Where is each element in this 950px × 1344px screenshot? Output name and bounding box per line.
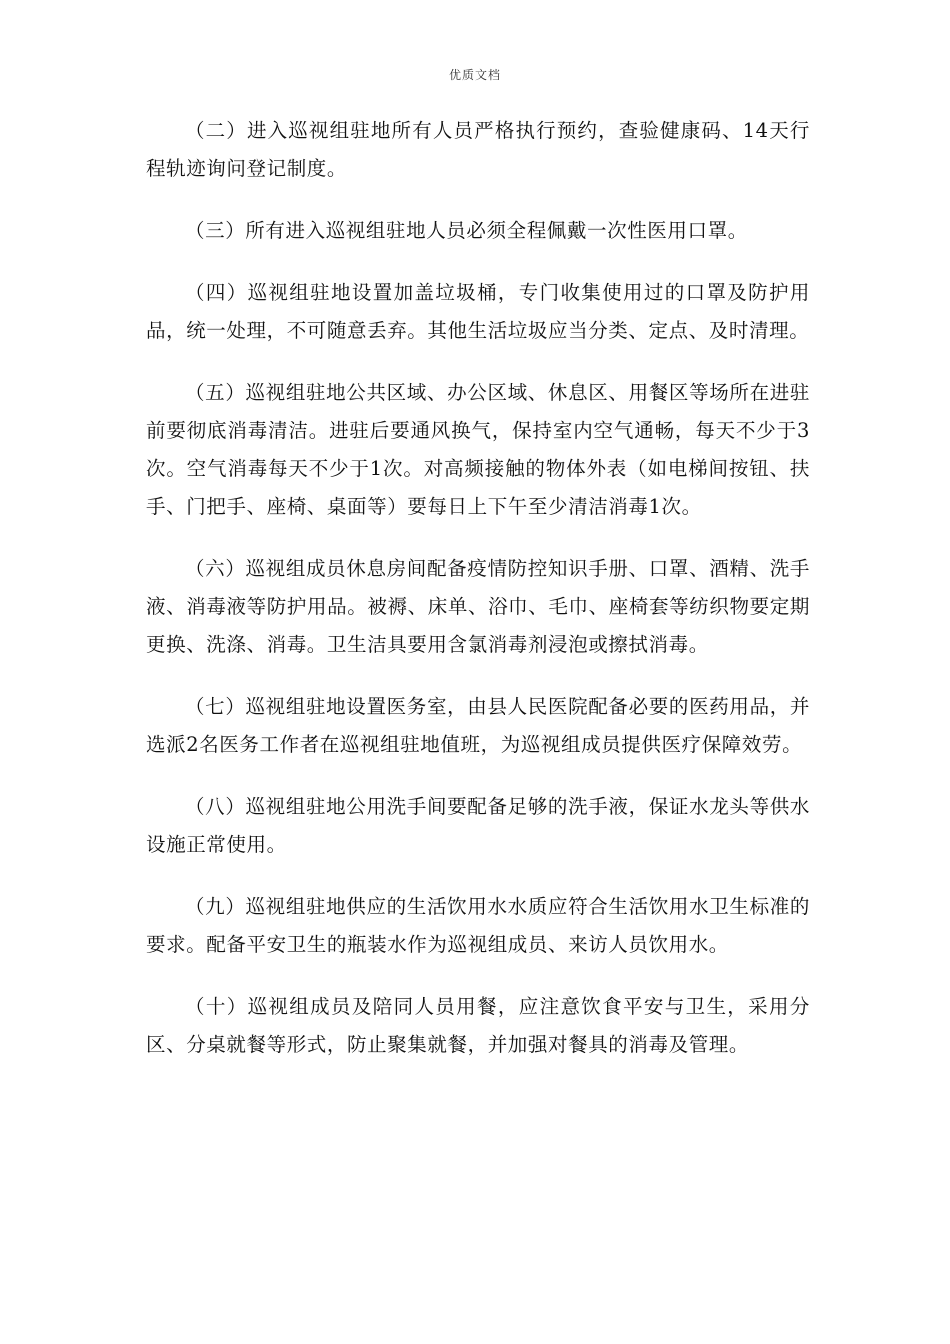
paragraph-5: （五）巡视组驻地公共区域、办公区域、休息区、用餐区等场所在进驻前要彻底消毒清洁。进驻后要通风换气，保持室内空气通畅，每天不少于3次。空气消毒每天不少于1次。对高频接触的物体外表（如电梯间按钮、扶手、门把手、座椅、桌面等）要每日上下午至少清洁消毒1次。 bbox=[146, 381, 810, 518]
paragraph-10: （十）巡视组成员及陪同人员用餐，应注意饮食平安与卫生，采用分区、分桌就餐等形式，防止聚集就餐，并加强对餐具的消毒及管理。 bbox=[146, 995, 810, 1056]
paragraph-2: （二）进入巡视组驻地所有人员严格执行预约，查验健康码、14天行程轨迹询问登记制度。 bbox=[146, 119, 810, 180]
paragraph-4: （四）巡视组驻地设置加盖垃圾桶，专门收集使用过的口罩及防护用品，统一处理，不可随意丢弃。其他生活垃圾应当分类、定点、及时清理。 bbox=[146, 281, 810, 342]
page-header: 优质文档 bbox=[448, 68, 501, 82]
paragraph-9: （九）巡视组驻地供应的生活饮用水水质应符合生活饮用水卫生标准的要求。配备平安卫生的瓶装水作为巡视组成员、来访人员饮用水。 bbox=[146, 895, 810, 956]
paragraph-3: （三）所有进入巡视组驻地人员必须全程佩戴一次性医用口罩。 bbox=[185, 219, 748, 242]
document-body bbox=[146, 112, 810, 1088]
paragraph-6: （六）巡视组成员休息房间配备疫情防控知识手册、口罩、酒精、洗手液、消毒液等防护用品。被褥、床单、浴巾、毛巾、座椅套等纺织物要定期更换、洗涤、消毒。卫生洁具要用含氯消毒剂浸泡或擦拭消毒。 bbox=[146, 557, 810, 656]
paragraph-8: （八）巡视组驻地公用洗手间要配备足够的洗手液，保证水龙头等供水设施正常使用。 bbox=[146, 795, 810, 856]
paragraph-7: （七）巡视组驻地设置医务室，由县人民医院配备必要的医药用品，并选派2名医务工作者在巡视组驻地值班，为巡视组成员提供医疗保障效劳。 bbox=[146, 695, 810, 756]
